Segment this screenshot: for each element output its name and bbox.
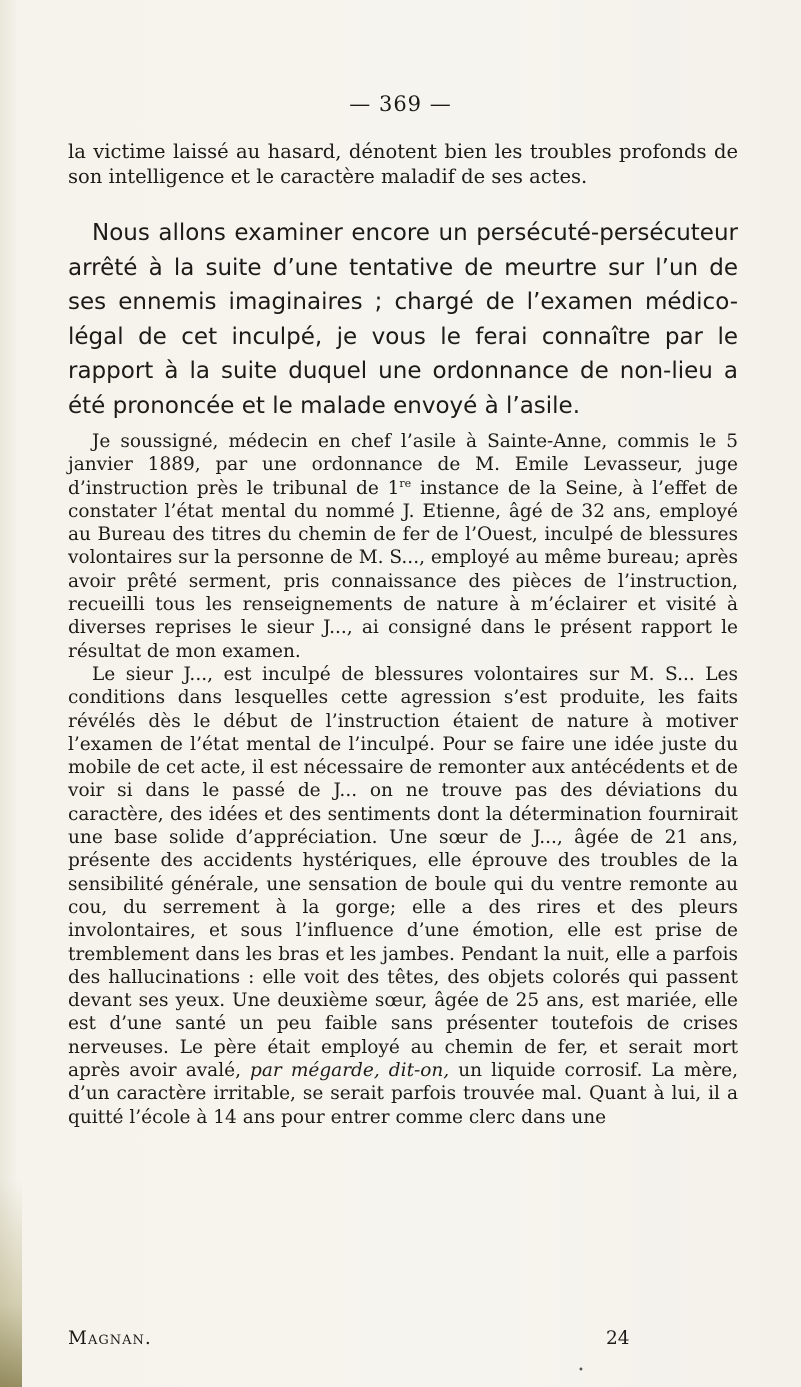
printer-dot: •: [578, 1365, 584, 1376]
report-text: [68, 430, 738, 1129]
report-p2-start: Le sieur J..., est inculpé de blessures volontaires sur M. S... Les conditions dans lesquelles cette agression s’est produite, les faits révélés dès le début de l’instruction étaient de nature à motiver l’examen de l’état mental de l’inculpé. Pour se faire une idée juste du mobile de cet acte, il est nécessaire de remonter aux antécédents et de voir si dans le passé de J... on ne trouve pas des déviations du caractère, des idées et des sentiments dont la détermination fournirait une base solide d’appréciation. Une sœur de J..., âgée de 21 ans, présente des accidents hystériques, elle éprouve des troubles de la sensibilité générale, une sensation de boule qui du ventre remonte au cou, du serrement à la gorge; elle a des rires et des pleurs involontaires, et sous l’influence d’une émotion, elle est prise de tremblement dans les bras et les jambes. Pendant la nuit, elle a parfois des hallucinations : elle voit des têtes, des objets colorés qui passent devant ses yeux. Une deuxième sœur, âgée de 25 ans, est mariée, elle est d’une santé un peu faible sans présenter toutefois de crises nerveuses. Le père était employé au chemin de fer, et serait mort après avoir avalé,: [68, 663, 738, 1082]
page-edge-stain: [0, 1180, 22, 1387]
report-paragraph-1: [68, 430, 738, 663]
footer-line: [68, 1327, 738, 1351]
page-number: — 369 —: [349, 92, 452, 116]
report-p1-end: instance de la Seine, à l’effet de constater l’état mental du nommé J. Etienne, âgé de 32 ans, employé au Bureau des titres du chemin de fer de l’Ouest, inculpé de blessures volontaires sur la personne de M. S..., employé au même bureau; après avoir prêté serment, pris connaissance des pièces de l’instruction, recueilli tous les renseignements de nature à m’éclairer et visité à diverses reprises le sieur J..., ai consigné dans le présent rapport le résultat de mon examen.: [68, 477, 738, 662]
signature-mark: 24: [606, 1328, 630, 1349]
lead-paragraph: Nous allons examiner encore un persécuté-persécuteur arrêté à la suite d’une tentative de meurtre sur l’un de ses ennemis imaginaires ; chargé de l’examen médico-légal de cet inculpé, je vous le ferai connaître par le rapport à la suite duquel une ordonnance de non-lieu a été prononcée et le malade envoyé à l’asile.: [68, 220, 738, 419]
report-p2-end: un liquide corrosif. La mère, d’un caractère irritable, se serait parfois trouvée mal. Quant à lui, il a quitté l’école à 14 ans pour entrer comme clerc dans une: [68, 1060, 739, 1128]
italic-phrase: par mégarde, dit-on,: [250, 1060, 450, 1082]
author-name: Magnan.: [68, 1328, 152, 1349]
report-p1-start: Je soussigné, médecin en chef l’asile à Sainte-Anne, commis le 5 janvier 1889, par une ordonnance de M. Emile Levasseur, juge d’instruction près le tribunal de 1: [68, 431, 738, 499]
report-paragraph-2: [68, 663, 738, 1129]
ordinal-superscript: re: [399, 476, 412, 490]
intro-paragraph: la victime laissé au hasard, dénotent bien les troubles profonds de son intelligence et le caractère maladif de ses actes.: [68, 140, 738, 188]
